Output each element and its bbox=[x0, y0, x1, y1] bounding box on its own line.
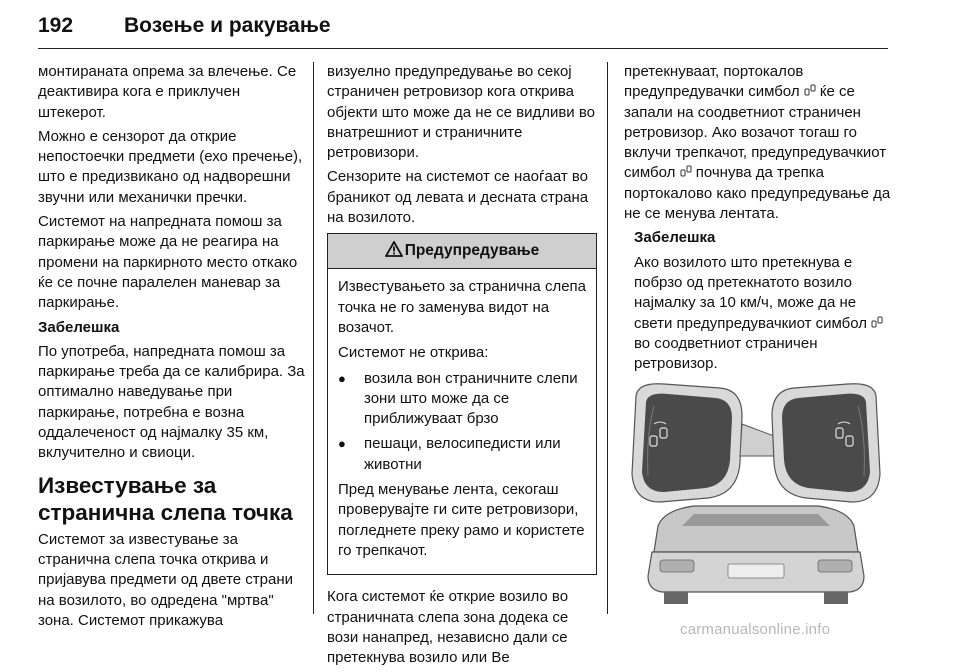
list-item-text: возила вон страничните слепи зони што може да се приближуваат брзо bbox=[364, 369, 578, 428]
column-right bbox=[624, 62, 894, 378]
text-run: ќе се запали на соодветниот страничен ретровизор. Ако возачот тогаш го вклучи трепкачот, предупредувачкиот симбол bbox=[624, 83, 887, 182]
paragraph bbox=[624, 62, 894, 224]
list-item bbox=[338, 369, 586, 430]
header-rule bbox=[38, 48, 888, 49]
note-text bbox=[634, 253, 894, 375]
blind-spot-warning-icon bbox=[804, 84, 816, 96]
paragraph: визуелно предупредување во секој страничен ретровизор кога открива објекти што може да не се видливи во внатрешниот и страничните ретровизори. bbox=[327, 63, 595, 162]
list-item bbox=[338, 434, 586, 475]
note-label: Забелешка bbox=[38, 318, 120, 336]
warning-box bbox=[327, 233, 597, 575]
warning-body bbox=[328, 269, 596, 574]
note-text: По употреба, напредната помош за паркирање треба да се калибрира. За оптимално наведување при паркирање, потребна е возна оддалеченост од најмалку 35 км, вклучително и свиоци. bbox=[38, 342, 305, 462]
warning-paragraph: Системот не открива: bbox=[338, 344, 489, 362]
section-heading: Известување за странична слепа точка bbox=[38, 472, 293, 525]
text-run: почнува да трепка портокалово како предупредување да не се менува лентата. bbox=[624, 164, 891, 223]
warning-triangle-icon bbox=[385, 241, 403, 257]
blind-spot-warning-icon bbox=[680, 165, 692, 177]
mirror-illustration-svg bbox=[624, 376, 888, 608]
column-middle bbox=[327, 62, 597, 672]
watermark: carmanualsonline.info bbox=[680, 621, 831, 638]
left-mirror bbox=[632, 384, 774, 502]
text-run: Ако возилото што претекнува е побрзо од претекнатото возило најмалку за 10 км/ч, може да не свети предупредувачкиот симбол bbox=[634, 253, 868, 332]
note bbox=[634, 228, 894, 374]
warning-title: Предупредување bbox=[404, 242, 540, 260]
column-left bbox=[38, 62, 306, 635]
list-item-text: пешаци, велосипедисти или животни bbox=[364, 435, 561, 473]
page-number: 192 bbox=[38, 14, 74, 37]
car-illustration bbox=[648, 506, 864, 604]
right-mirror bbox=[772, 384, 880, 502]
paragraph: Системот за известување за странична слепа точка открива и пријавува предмети од двете страни на возилото, во одредена "мртва" зона. Системот прикажува bbox=[38, 530, 294, 629]
warning-header bbox=[328, 234, 596, 269]
warning-paragraph: Известувањето за странична слепа точка не го заменува видот на возачот. bbox=[338, 278, 586, 336]
paragraph: Сензорите на системот се наоѓаат во браникот од левата и десната страна на возилото. bbox=[327, 168, 589, 227]
text-run: во соодветниот страничен ретровизор. bbox=[634, 334, 818, 373]
warning-paragraph: Пред менување лента, секогаш проверувајте ги сите ретровизори, погледнете преку рамо и користете го трепкачот. bbox=[338, 481, 585, 559]
text-run: претекнуваат, портокалов предупредувачки симбол bbox=[624, 63, 804, 101]
bullet-icon: ● bbox=[338, 436, 346, 452]
page-title: Возење и ракување bbox=[124, 14, 331, 37]
mirror-illustration bbox=[624, 376, 888, 608]
column-divider-1 bbox=[313, 62, 314, 614]
column-divider-2 bbox=[607, 62, 608, 614]
blind-spot-warning-icon bbox=[871, 316, 883, 328]
paragraph: Можно е сензорот да открие непостоечки предмети (ехо пречење), што е предизвикано од надворешни звучни или механички пречки. bbox=[38, 127, 303, 206]
bullet-icon: ● bbox=[338, 370, 346, 386]
note-label: Забелешка bbox=[634, 229, 716, 247]
paragraph: монтираната опрема за влечење. Се деактивира кога е приклучен штекерот. bbox=[38, 63, 297, 121]
paragraph: Кога системот ќе открие возило во страничната слепа зона додека се вози нанапред, независно дали се претекнува возило или Ве bbox=[327, 588, 569, 667]
page-header bbox=[38, 8, 888, 48]
paragraph: Системот на напредната помош за паркирање може да не реагира на промени на паркирното место откако ќе се почне паралелен маневар за паркирање. bbox=[38, 213, 298, 312]
